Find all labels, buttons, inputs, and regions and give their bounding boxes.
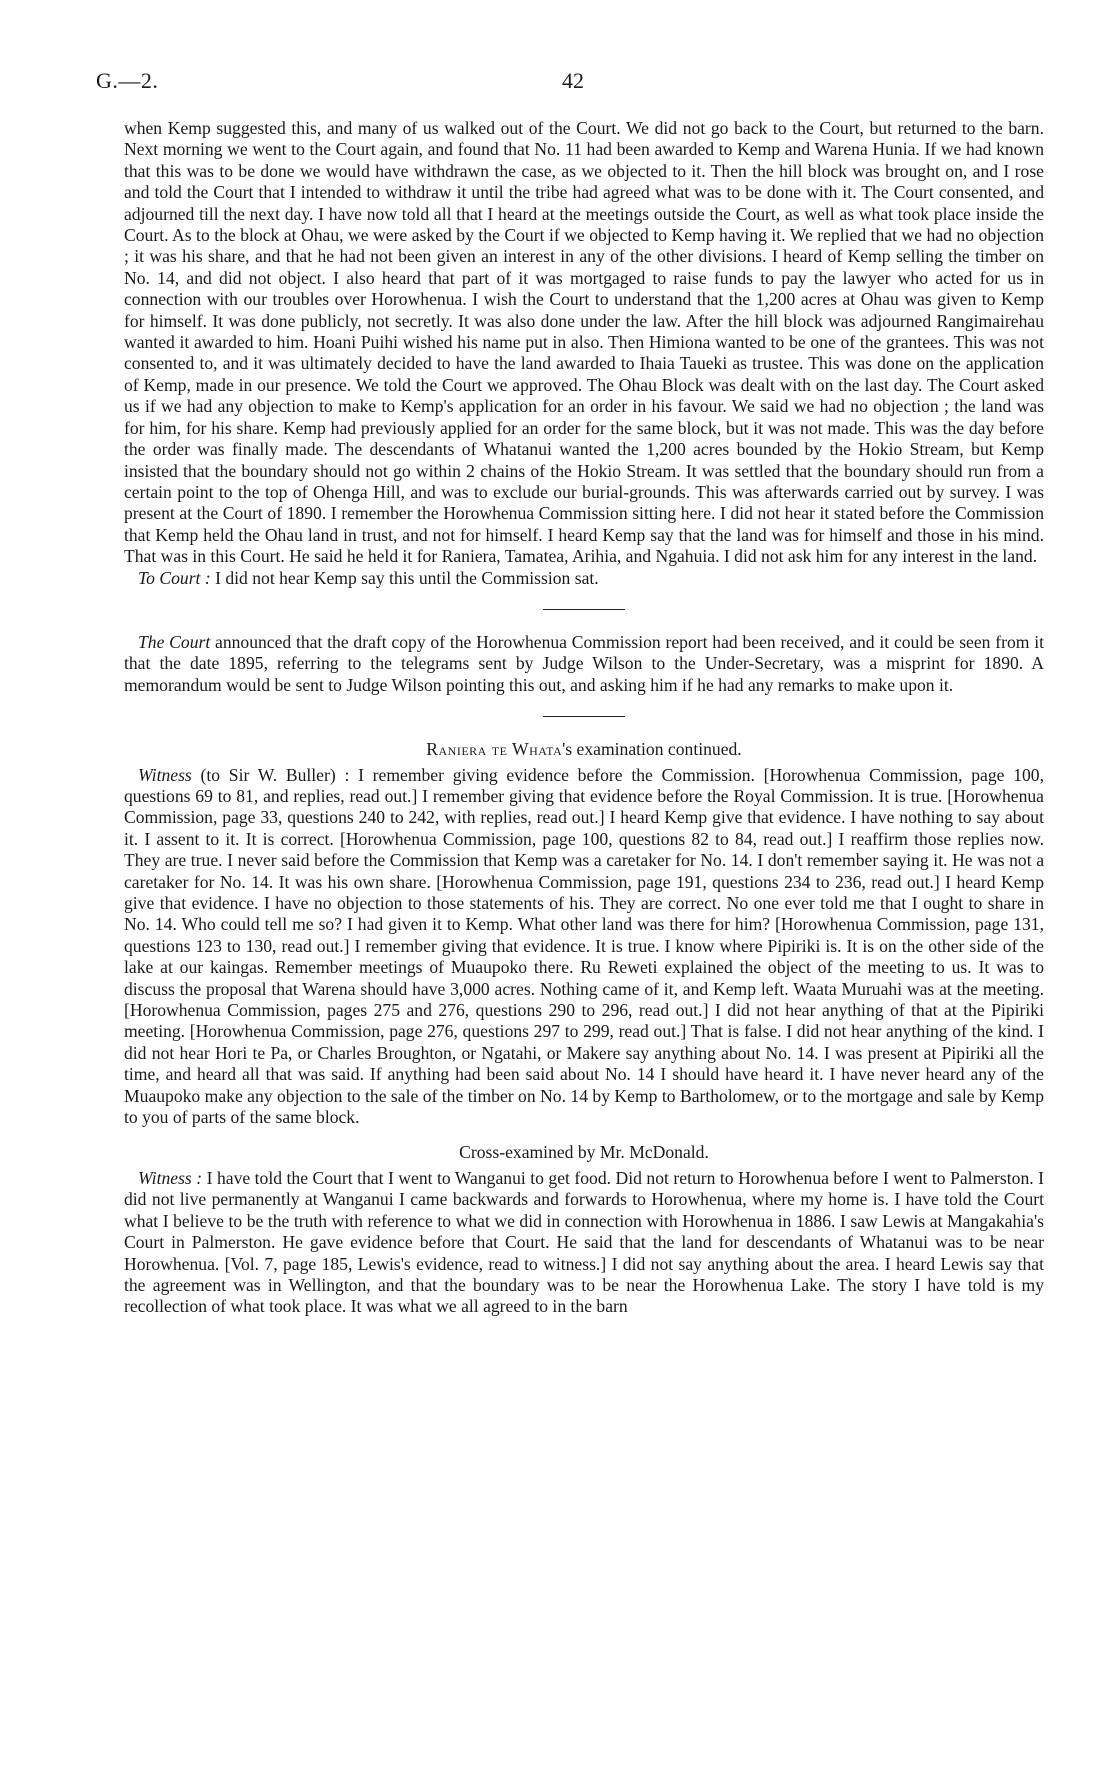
section-heading-cross-examination: Cross-examined by Mr. McDonald.	[459, 1142, 709, 1163]
paragraph-examination	[124, 765, 1044, 1129]
heading-text: 's examination continued.	[562, 739, 742, 760]
paragraph-text: I have told the Court that I went to Wanganui to get food. Did not return to Horowhenua before I went to Palmerston. I did not live permanently at Wanganui I came backwards and forwards to Horowhenua, where my home is. I have told the Court what I believe to be the truth with reference to what we did in connection with Horowhenua in 1886. I saw Lewis at Mangakahia's Court in Palmerston. He gave evidence before that Court. He said that the land for descendants of Whatanui was to be near Horowhenua. [Vol. 7, page 185, Lewis's evidence, read to witness.] I did not say anything about the area. I heard Lewis say that the agreement was in Wellington, and that the boundary was to be near the Horowhenua Lake. The story I have told is my recollection of what took place. It was what we all agreed to in the barn	[124, 1167, 1044, 1317]
section-heading-examination	[124, 739, 1044, 760]
paragraph-cross-examination	[124, 1168, 1044, 1318]
paragraph-court-announcement	[124, 632, 1044, 696]
speaker-label: To Court :	[138, 567, 211, 588]
paragraph-testimony-continued: when Kemp suggested this, and many of us walked out of the Court. We did not go back to the Court, but returned to the barn. Next morning we went to the Court again, and found that No. 11 had been awarded to Kemp and Warena Hunia. If we had known that this was to be done we would have withdrawn the case, as we objected to it. Then the hill block was brought on, and I rose and told the Court that I intended to withdraw it until the tribe had agreed what was to be done with it. The Court consented, and adjourned till the next day. I have now told all that I heard at the meetings outside the Court, as well as what took place inside the Court. As to the block at Ohau, we were asked by the Court if we objected to Kemp having it. We replied that we had no objection ; it was his share, and that he had not been given an interest in any of the other divisions. I heard of Kemp selling the timber on No. 14, and did not object. I also heard that part of it was mortgaged to raise funds to pay the lawyer who acted for us in connection with our troubles over Horowhenua. I wish the Court to understand that the 1,200 acres at Ohau was given to Kemp for himself. It was done publicly, not secretly. It was also done under the law. After the hill block was adjourned Rangimairehau wanted it awarded to him. Hoani Puihi wished his name put in also. Then Himiona wanted to be one of the grantees. This was not consented to, and it was ultimately decided to have the land awarded to Ihaia Taueki as trustee. This was done on the application of Kemp, made in our presence. We told the Court we approved. The Ohau Block was dealt with on the last day. The Court asked us if we had any objection to make to Kemp's application for an order in his favour. We said we had no objection ; the land was for him, for his share. Kemp had previously applied for an order for the same block, but it was not made. This was the day before the order was finally made. The descendants of Whatanui wanted the 1,200 acres bounded by the Hokio Stream, but Kemp insisted that the boundary should not go within 2 chains of the Hokio Stream. It was settled that the boundary should run from a certain point to the top of Ohenga Hill, and was to exclude our burial-grounds. This was afterwards carried out by survey. I was present at the Court of 1890. I remember the Horowhenua Commission sitting here. I did not hear it stated before the Commission that Kemp held the Ohau land in trust, and not for himself. I heard Kemp say that the land was for himself and those in his mind. That was in this Court. He said he held it for Raniera, Tamatea, Arihia, and Ngahuia. I did not ask him for any interest in the land.	[124, 118, 1044, 567]
document-body	[124, 118, 1044, 1318]
paragraph-to-court	[124, 568, 1044, 589]
speaker-label: The Court	[138, 631, 211, 652]
paragraph-text: announced that the draft copy of the Horowhenua Commission report had been received, and it could be seen from it that the date 1895, referring to the telegrams sent by Judge Wilson to the Under-Secretary, was a misprint for 1890. A memorandum would be sent to Judge Wilson pointing this out, and asking him if he had any remarks to make upon it.	[124, 631, 1044, 695]
page-header	[96, 68, 1050, 98]
speaker-label: Witness :	[138, 1167, 203, 1188]
page-number: 42	[562, 68, 584, 93]
section-divider	[543, 716, 625, 717]
document-reference: G.—2.	[96, 68, 159, 93]
witness-name: Raniera te Whata	[426, 739, 563, 760]
paragraph-text: I did not hear Kemp say this until the Commission sat.	[210, 567, 599, 588]
paragraph-text: (to Sir W. Buller) : I remember giving evidence before the Commission. [Horowhenua Commission, page 100, questions 69 to 81, and replies, read out.] I remember giving that evidence before the Royal Commission. It is true. [Horowhenua Commission, page 33, questions 240 to 242, with replies, read out.] I heard Kemp give that evidence. I have nothing to say about it. I assent to it. It is correct. [Horowhenua Commission, page 100, questions 82 to 84, read out.] I reaffirm those replies now. They are true. I never said before the Commission that Kemp was a caretaker for No. 14. I don't remember saying it. He was not a caretaker for No. 14. It was his own share. [Horowhenua Commission, page 191, questions 234 to 236, read out.] I heard Kemp give that evidence. I have no objection to those statements of his. They are correct. No one ever told me that I ought to share in No. 14. Who could tell me so? I had given it to Kemp. What other land was there for him? [Horowhenua Commission, page 131, questions 123 to 130, read out.] I remember giving that evidence. It is true. I know where Pipiriki is. It is on the other side of the lake at our kaingas. Remember meetings of Muaupoko there. Ru Reweti explained the object of the meeting to us. It was to discuss the proposal that Warena should have 3,000 acres. Nothing came of it, and Kemp left. Waata Muruahi was at the meeting. [Horowhenua Commission, pages 275 and 276, questions 290 to 296, read out.] I did not hear anything of that at the Pipiriki meeting. [Horowhenua Commission, page 276, questions 297 to 299, read out.] That is false. I did not hear anything of the kind. I did not hear Hori te Pa, or Charles Broughton, or Ngatahi, or Makere say anything about No. 14. I was present at Pipiriki all the time, and heard all that was said. If anything had been said about No. 14 I should have heard it. I have never heard any of the Muaupoko make any objection to the sale of the timber on No. 14 by Kemp to Bartholomew, or to the mortgage and sale by Kemp to you of parts of the same block.	[124, 764, 1044, 1128]
speaker-label: Witness	[138, 764, 192, 785]
section-divider	[543, 609, 625, 610]
